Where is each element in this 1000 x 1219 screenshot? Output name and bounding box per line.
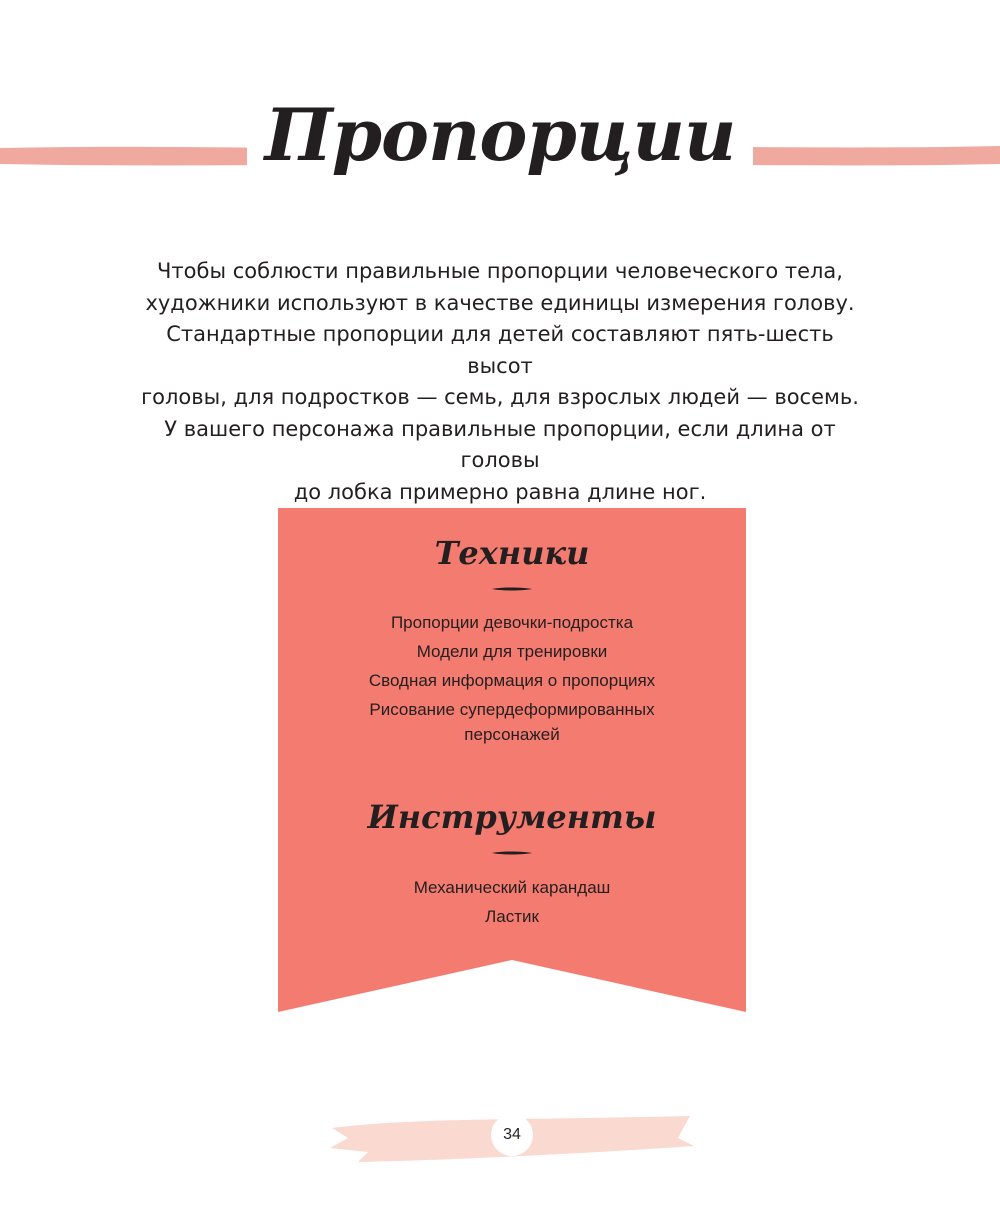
techniques-heading: Техники bbox=[434, 534, 590, 572]
intro-line: головы, для подростков — семь, для взрослых людей — восемь. bbox=[141, 385, 859, 409]
banner-ribbon-shape bbox=[278, 508, 746, 1012]
list-item: Модели для тренировки bbox=[416, 642, 608, 661]
list-item: Пропорции девочки-подростка bbox=[390, 613, 634, 632]
techniques-list bbox=[278, 608, 746, 747]
heading-divider-dash bbox=[492, 586, 532, 592]
list-item: Сводная информация о пропорциях bbox=[368, 671, 656, 690]
intro-line: до лобка примерно равна длине ног. bbox=[293, 479, 707, 504]
list-item: Механический карандаш bbox=[413, 878, 611, 897]
intro-paragraph bbox=[140, 256, 860, 508]
list-item: Ластик bbox=[485, 907, 539, 926]
info-banner bbox=[278, 508, 746, 1012]
intro-line: Стандартные пропорции для детей составляют пять-шесть высот bbox=[166, 322, 834, 378]
page-title: Пропорции bbox=[0, 92, 1000, 177]
intro-line: Чтобы соблюсти правильные пропорции человеческого тела, bbox=[157, 259, 843, 283]
intro-line: художники используют в качестве единицы измерения голову. bbox=[145, 290, 855, 315]
tools-list bbox=[278, 873, 746, 931]
tools-heading: Инструменты bbox=[367, 798, 657, 836]
page-number: 34 bbox=[491, 1114, 533, 1156]
intro-line: У вашего персонажа правильные пропорции, если длина от головы bbox=[164, 416, 836, 472]
list-item: Рисование супердеформированных персонажей bbox=[369, 700, 655, 744]
heading-divider-dash bbox=[492, 850, 532, 856]
